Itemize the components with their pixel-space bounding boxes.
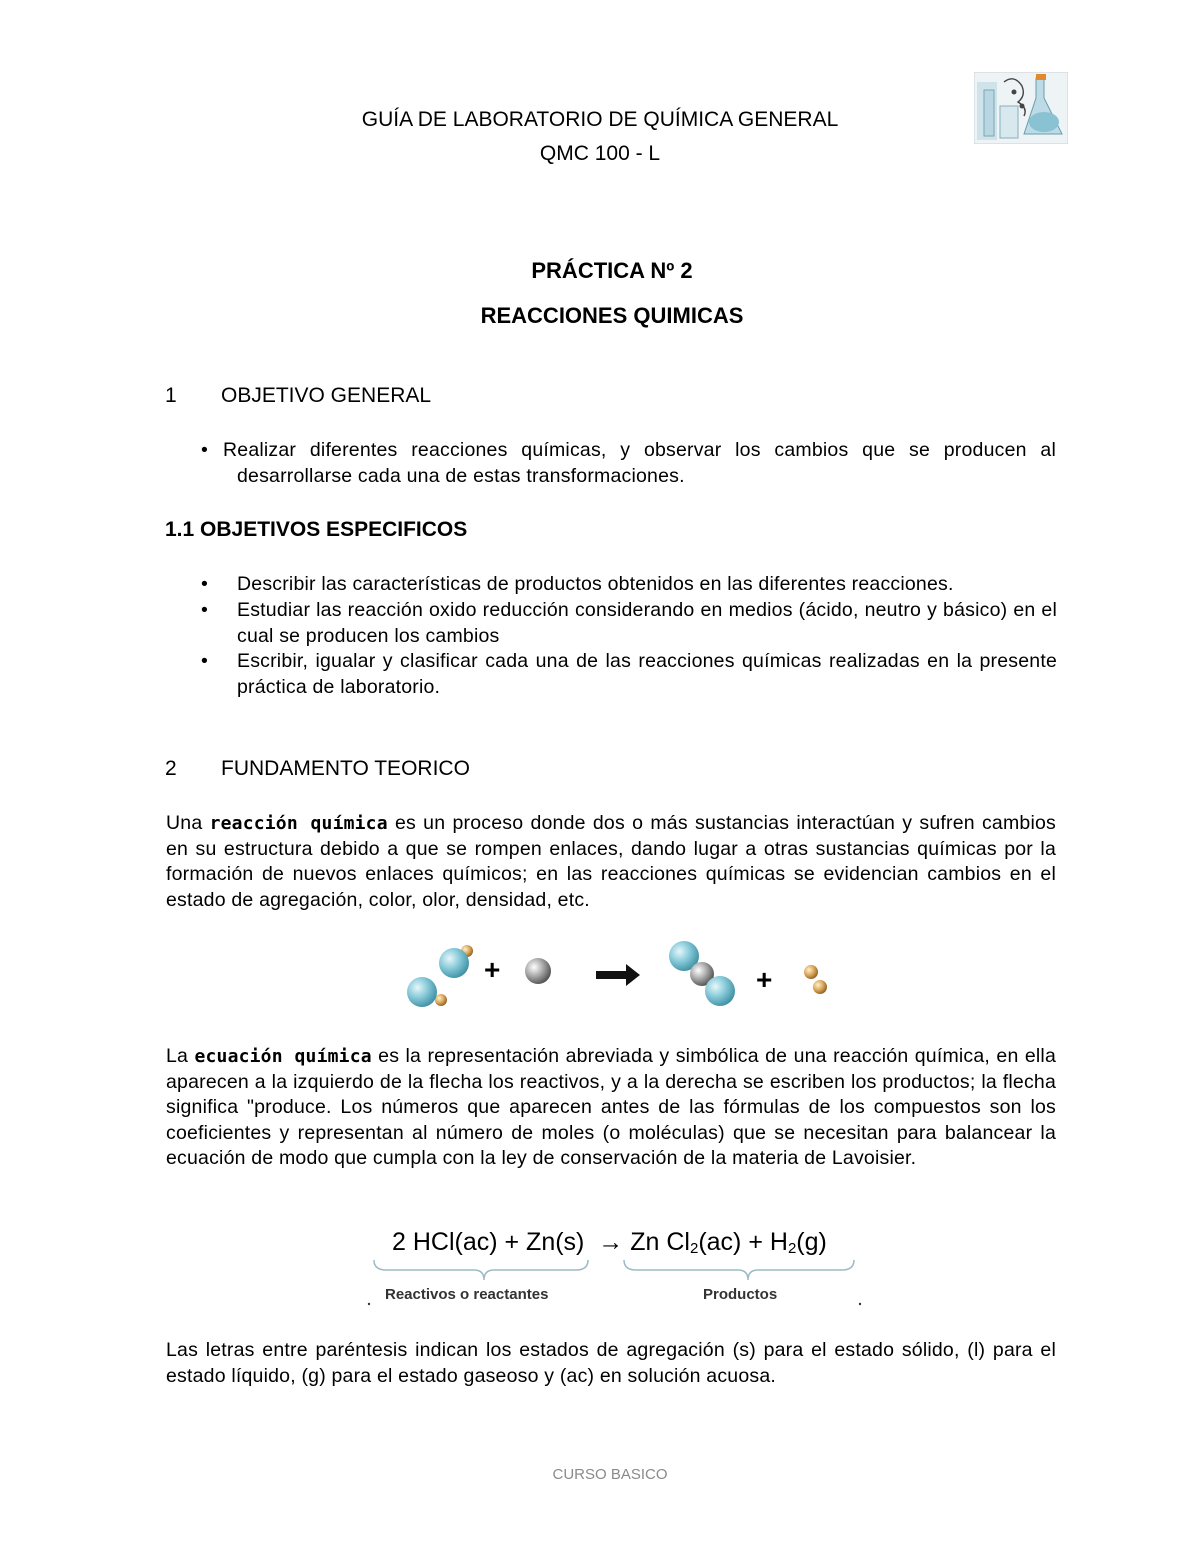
text: es un proceso donde dos o más sustancias interactúan y sufren cambios en su estructura debido a que se rompen enlaces, dando lugar a otras sustancias químicas por la formación de nuevos enlaces químicos; en las reacciones químicas se evidencian cambios en el estado de agregación, color, olor, densidad, etc.	[166, 812, 1056, 911]
paragraph-states: Las letras entre paréntesis indican los estados de agregación (s) para el estado sólido, (l) para el estado líquido, (g) para el estado gaseoso y (ac) en solución acuosa.	[166, 1339, 1056, 1387]
bullet: •	[201, 439, 209, 461]
product-formula: Zn Cl	[630, 1228, 690, 1256]
list-item-text-continued: desarrollarse cada una de estas transformaciones.	[237, 464, 685, 487]
lab-glassware-icon	[974, 72, 1068, 144]
bullet: •	[201, 650, 209, 672]
list-item-text: Escribir, igualar y clasificar cada una de las reacciones químicas realizadas en la presente práctica de laboratorio.	[237, 650, 1057, 698]
paragraph-reaction	[166, 811, 1056, 913]
list-item-text: Realizar diferentes reacciones químicas, y observar los cambios que se producen al	[223, 439, 1056, 461]
reaction-illustration	[400, 938, 840, 1014]
subsection-title: 1.1 OBJETIVOS ESPECIFICOS	[165, 518, 468, 541]
reactants-formula: 2 HCl(ac) + Zn(s)	[392, 1228, 585, 1256]
document-title: GUÍA DE LABORATORIO DE QUÍMICA GENERAL	[361, 108, 839, 131]
subscript: 2	[689, 1240, 699, 1257]
section-heading	[165, 384, 431, 408]
plus-sign: +	[756, 964, 773, 995]
section-number: 1	[165, 384, 177, 407]
text: La	[166, 1045, 195, 1067]
reactants-label: Reactivos o reactantes	[385, 1286, 549, 1303]
course-code: QMC 100 - L	[539, 142, 661, 165]
chemical-equation	[392, 1228, 827, 1257]
term-reaccion-quimica: reacción química	[209, 813, 388, 834]
text: es la representación abreviada y simbólica de una reacción química, en ella aparecen a la izquierdo de la flecha los reactivos, y a la derecha se escriben los productos; la flecha significa "produce. Los números que aparecen antes de las fórmulas de los compuestos son los coeficientes y representan al número de moles (o moléculas) que se necesitan para balancear la ecuación de modo que cumpla con la ley de conservación de la materia de Lavoisier.	[166, 1045, 1057, 1169]
bullet: •	[201, 573, 209, 595]
list-item	[201, 572, 1056, 598]
text: Una	[166, 812, 210, 834]
list-item	[201, 598, 1056, 650]
list-item	[201, 649, 1056, 701]
product-formula: (ac) + H	[698, 1228, 788, 1256]
bullet: •	[201, 599, 209, 621]
list-item	[201, 438, 1056, 490]
practice-number: PRÁCTICA Nº 2	[531, 258, 693, 283]
page-footer: CURSO BASICO	[552, 1466, 668, 1483]
section-number: 2	[165, 757, 177, 780]
list-item-text: Estudiar las reacción oxido reducción considerando en medios (ácido, neutro y básico) en el cual se producen los cambios	[237, 599, 1057, 647]
paragraph-equation	[166, 1044, 1056, 1172]
products-label: Productos	[703, 1286, 778, 1303]
section-title: OBJETIVO GENERAL	[221, 384, 432, 407]
term-ecuacion-quimica: ecuación química	[194, 1046, 372, 1067]
arrow: →	[598, 1228, 624, 1256]
product-formula: (g)	[796, 1228, 827, 1256]
plus-sign: +	[484, 954, 501, 985]
subscript: 2	[787, 1240, 797, 1257]
bold-arrow-right-icon	[596, 964, 640, 986]
section-title: FUNDAMENTO TEORICO	[221, 757, 470, 780]
section-heading	[165, 757, 470, 781]
list-item-text: Describir las características de productos obtenidos en las diferentes reacciones.	[237, 573, 954, 595]
practice-title: REACCIONES QUIMICAS	[480, 303, 744, 328]
